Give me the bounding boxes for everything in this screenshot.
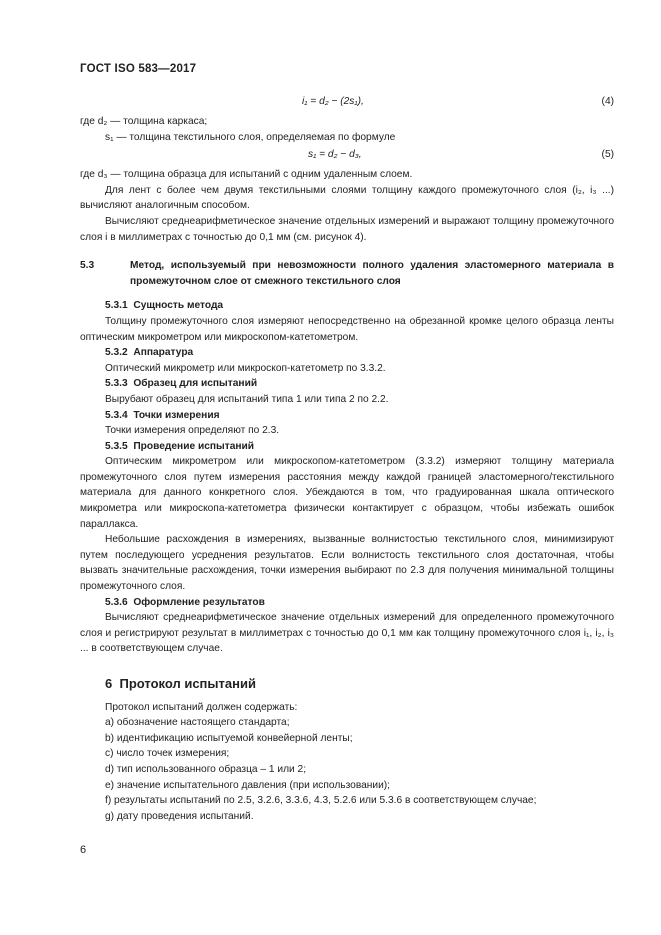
section-5-3-2-heading (80, 345, 614, 361)
section-5-3-6-text: Вычисляют среднеарифметическое значение отдельных измерений для определенного промежуточного слоя и регистрируют результат в миллиметрах с точностью до 0,1 мм как толщину промежуточного слоя i₁, i₂, i₃ ... в соответствующем случае. (80, 612, 614, 655)
section-6-intro: Протокол испытаний должен содержать: (105, 701, 298, 713)
section-5-3-1-number: 5.3.1 (105, 300, 128, 312)
section-5-3-6-number: 5.3.6 (105, 596, 128, 608)
list-item: f) результаты испытаний по 2.5, 3.2.6, 3.3.6, 4.3, 5.2.6 или 5.3.6 в соответствующем случае; (105, 795, 537, 807)
list-item: c) число точек измерения; (105, 748, 230, 760)
formula-5-expression: s₁ = d₂ − d₃, (308, 149, 362, 161)
section-5-3-3-text: Вырубают образец для испытаний типа 1 или типа 2 по 2.2. (105, 393, 389, 405)
section-5-3-4-heading (80, 408, 614, 424)
section-5-3-1-title: Сущность метода (133, 300, 224, 312)
section-5-3-1-text: Толщину промежуточного слоя измеряют непосредственно на обрезанной кромке целого образца ленты оптическим микрометром или микроскопом-катетометром. (80, 315, 614, 343)
where-s1: s₁ — толщина текстильного слоя, определяемая по формуле (105, 131, 396, 143)
page-number: 6 (80, 844, 87, 856)
section-5-3-2-number: 5.3.2 (105, 347, 128, 359)
paragraph-multi-layer: Для лент с более чем двумя текстильными слоями толщину каждого промежуточного слоя (i₂, i₃ ...) вычисляют аналогичным способом. (80, 184, 614, 212)
page-header: ГОСТ ISO 583—2017 (80, 63, 197, 75)
formula-4-number: (4) (601, 96, 614, 107)
section-5-3-5-heading (80, 439, 614, 455)
report-items-list (80, 715, 614, 824)
section-5-3-1-heading (80, 298, 614, 314)
section-5-3-3-number: 5.3.3 (105, 378, 128, 390)
list-item: b) идентификацию испытуемой конвейерной ленты; (105, 732, 353, 744)
section-6-heading (80, 676, 614, 692)
list-item: d) тип использованного образца – 1 или 2; (105, 763, 307, 775)
section-5-3-4-text: Точки измерения определяют по 2.3. (105, 425, 280, 437)
page-content (80, 92, 614, 824)
formula-5-number: (5) (601, 149, 614, 161)
section-5-3-2-text: Оптический микрометр или микроскоп-катетометр по 3.3.2. (105, 362, 386, 374)
list-item: a) обозначение настоящего стандарта; (105, 717, 290, 729)
formula-4 (80, 94, 614, 111)
section-5-3-5-text-2: Небольшие расхождения в измерениях, вызванные волнистостью текстильного слоя, минимизируют путем последующего усреднения результатов. Если волнистость текстильного слоя достаточная, чтобы вызвать значительные расхождения, точки измерения выбирают по 2.3 для получения минимальной толщины промежуточного слоя. (80, 534, 614, 593)
section-5-3-2-title: Аппаратура (133, 347, 194, 359)
section-5-3-5-text-1: Оптическим микрометром или микроскопом-катетометром (3.3.2) измеряют толщину материала промежуточного слоя путем измерения расстояния между каждой границей эластомерного/текстильного материала для данного конкретного слоя. Убеждаются в том, что градуированная шкала оптического микрометра или микроскопа-катетометра физически контактирует с образцом, чтобы избежать ошибок параллакса. (80, 456, 614, 530)
section-5-3-heading (80, 258, 614, 289)
paragraph-average: Вычисляют среднеарифметическое значение отдельных измерений и выражают толщину промежуточного слоя i в миллиметрах с точностью до 0,1 мм (см. рисунок 4). (80, 215, 614, 243)
section-5-3-4-number: 5.3.4 (105, 409, 128, 421)
section-5-3-title: Метод, используемый при невозможности полного удаления эластомерного материала в промежуточном слое от смежного текстильного слоя (130, 260, 614, 287)
where-d2: где d₂ — толщина каркаса; (80, 116, 208, 127)
section-5-3-4-title: Точки измерения (133, 409, 220, 421)
list-item: g) дату проведения испытаний. (105, 810, 254, 822)
section-5-3-number: 5.3 (80, 260, 95, 272)
where-d3: где d₃ — толщина образца для испытаний с одним удаленным слоем. (80, 169, 413, 181)
section-5-3-3-heading (80, 376, 614, 392)
formula-4-expression: i₁ = d₂ − (2s₁), (302, 96, 364, 107)
list-item: e) значение испытательного давления (при использовании); (105, 779, 391, 791)
section-5-3-6-heading (80, 595, 614, 611)
formula-5 (80, 147, 614, 164)
section-6-number: 6 (105, 676, 113, 691)
section-5-3-5-number: 5.3.5 (105, 440, 128, 452)
section-5-3-3-title: Образец для испытаний (133, 378, 258, 390)
section-5-3-5-title: Проведение испытаний (133, 440, 255, 452)
section-6-title: Протокол испытаний (119, 676, 256, 691)
section-5-3-6-title: Оформление результатов (133, 596, 265, 608)
